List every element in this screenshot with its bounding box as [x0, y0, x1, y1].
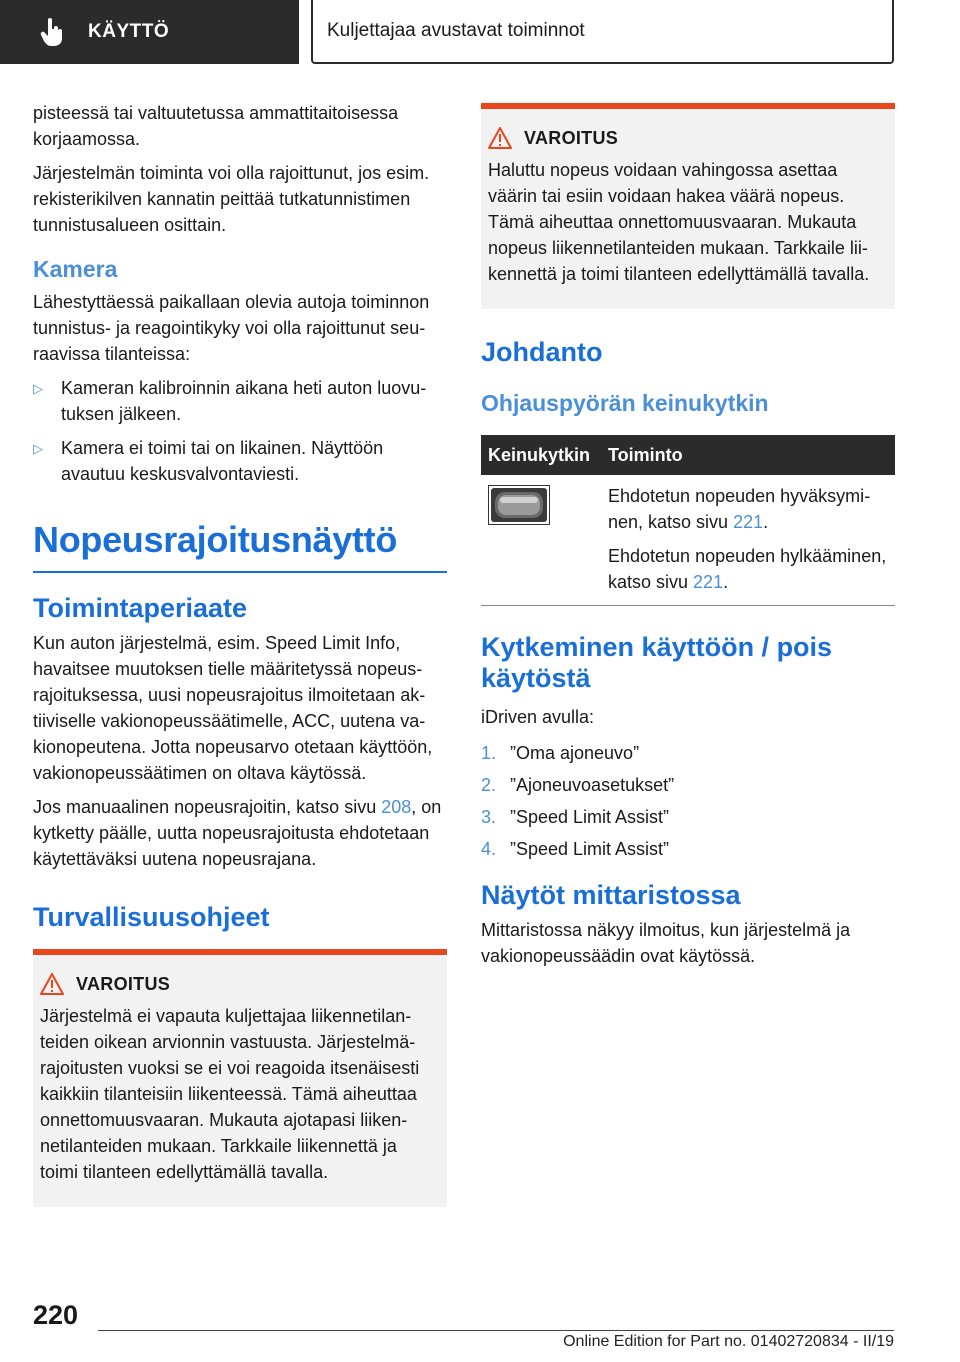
list-item	[33, 375, 447, 427]
list-item	[481, 836, 895, 862]
johdanto-heading: Johdanto	[481, 337, 603, 367]
footer-edition: Online Edition for Part no. 01402720834 - II/19	[563, 1333, 894, 1350]
kamera-heading: Kamera	[33, 256, 118, 282]
list-item	[481, 804, 895, 830]
step-text: ”Oma ajoneuvo”	[510, 743, 640, 763]
ohjaus-heading: Ohjauspyörän keinukytkin	[481, 390, 769, 416]
table-header-function: Toiminto	[601, 435, 895, 475]
bullet-text: Kameran kalibroinnin aikana heti auton luovutuksen jälkeen.	[61, 378, 427, 424]
kytkeminen-heading: Kytkeminen käyttöön / pois käytöstä	[481, 632, 833, 693]
intro-paragraph-2: Järjestelmän toiminta voi olla rajoittunut, jos esim. rekisterikilven kannatin peittää tutkatunnistimen tunnistusalueen osittain.	[33, 163, 430, 235]
page-link-221[interactable]: 221	[693, 572, 724, 592]
section-tab-label: KÄYTTÖ	[88, 21, 170, 42]
step-number: 4.	[481, 839, 497, 859]
step-text: ”Speed Limit Assist”	[510, 807, 670, 827]
step-text: ”Ajoneuvoasetukset”	[510, 775, 675, 795]
table-row	[481, 475, 895, 606]
warning-text: Järjestelmä ei vapauta kuljettajaa liikennetilanteiden oikean arvionnin vastuusta. Järjestelmärajoitusten vuoksi se ei voi reagoida itsenäisesti kaikkiin tilanteisiin liikenteessä. Tämä aiheuttaa onnettomuusvaaran. Mukauta ajotapasi liikennetilanteiden mukaan. Tarkkaile liikennettä ja toimi tilanteen edellyttämällä tavalla.	[40, 1006, 420, 1182]
reject-speed-text: Ehdotetun nopeuden hylkääminen, katso sivu 221.	[608, 546, 887, 592]
warning-text: Haluttu nopeus voidaan vahingossa asettaa väärin tai esiin voidaan hakea väärä nopeus. Tämä aiheuttaa onnettomuusvaaran. Mukauta nopeus liikennetilanteiden mukaan. Tarkkaile liikennettä ja toimi tilanteen edellyttämällä tavalla.	[488, 160, 870, 284]
naytot-paragraph: Mittaristossa näkyy ilmoitus, kun järjestelmä ja vakionopeussäädin ovat käytössä.	[481, 920, 851, 966]
turva-heading: Turvallisuusohjeet	[33, 902, 270, 932]
right-column	[481, 103, 895, 977]
step-text: ”Speed Limit Assist”	[510, 839, 670, 859]
page-title: Nopeusrajoitusnäyttö	[33, 519, 447, 573]
warning-title: VAROITUS	[76, 973, 171, 994]
page-link-208[interactable]: 208	[381, 797, 412, 817]
rocker-switch-icon	[488, 485, 550, 525]
page-number: 220	[33, 1300, 79, 1330]
kamera-paragraph: Lähestyttäessä paikallaan olevia autoja toiminnon tunnistus- ja reagointikyky voi olla rajoittunut seuraavissa tilanteissa:	[33, 292, 430, 364]
step-number: 2.	[481, 775, 497, 795]
warning-title: VAROITUS	[524, 127, 619, 148]
step-number: 1.	[481, 743, 497, 763]
breadcrumb-label: Kuljettajaa avustavat toiminnot	[327, 20, 585, 41]
list-item	[481, 740, 895, 766]
breadcrumb	[311, 0, 894, 64]
left-column	[33, 100, 447, 1207]
warning-box	[33, 949, 447, 1207]
triangle-bullet-icon: ▷	[33, 441, 43, 456]
footer-divider	[98, 1330, 894, 1331]
table-header-switch: Keinukytkin	[481, 435, 601, 475]
step-number: 3.	[481, 807, 497, 827]
bullet-text: Kamera ei toimi tai on likainen. Näyttöön avautuu keskusvalvontaviesti.	[61, 438, 384, 484]
warning-triangle-icon	[488, 127, 512, 149]
rocker-switch-table	[481, 435, 895, 606]
naytot-heading: Näytöt mittaristossa	[481, 880, 741, 910]
warning-box	[481, 103, 895, 309]
triangle-bullet-icon: ▷	[33, 381, 43, 396]
steps-list	[481, 740, 895, 862]
idrive-text: iDriven avulla:	[481, 707, 595, 727]
section-tab[interactable]	[0, 0, 299, 64]
page-link-221[interactable]: 221	[733, 512, 764, 532]
accept-speed-text: Ehdotetun nopeuden hyväksyminen, katso sivu 221.	[608, 486, 871, 532]
warning-triangle-icon	[40, 973, 64, 995]
list-item	[481, 772, 895, 798]
intro-paragraph-1: pisteessä tai valtuutetussa ammattitaitoisessa korjaamossa.	[33, 103, 399, 149]
toiminta-paragraph: Kun auton järjestelmä, esim. Speed Limit Info, havaitsee muutoksen tielle määritetyssä nopeusrajoituksessa, uusi nopeusrajoitus ilmoitetaan aktiiviselle vakionopeussäätimelle, ACC, uutena vakionopeutena. Jotta nopeusarvo otetaan käyttöön, vakionopeussäätimen on oltava käytössä.	[33, 633, 433, 783]
list-item	[33, 435, 447, 487]
manual-limiter-paragraph: Jos manuaalinen nopeusrajoitin, katso sivu 208, on kytketty päälle, uutta nopeusrajoitusta ehdotetaan käytettäväksi uutena nopeusrajana.	[33, 797, 442, 869]
toiminta-heading: Toimintaperiaate	[33, 593, 248, 623]
hand-pointer-icon	[40, 17, 64, 47]
